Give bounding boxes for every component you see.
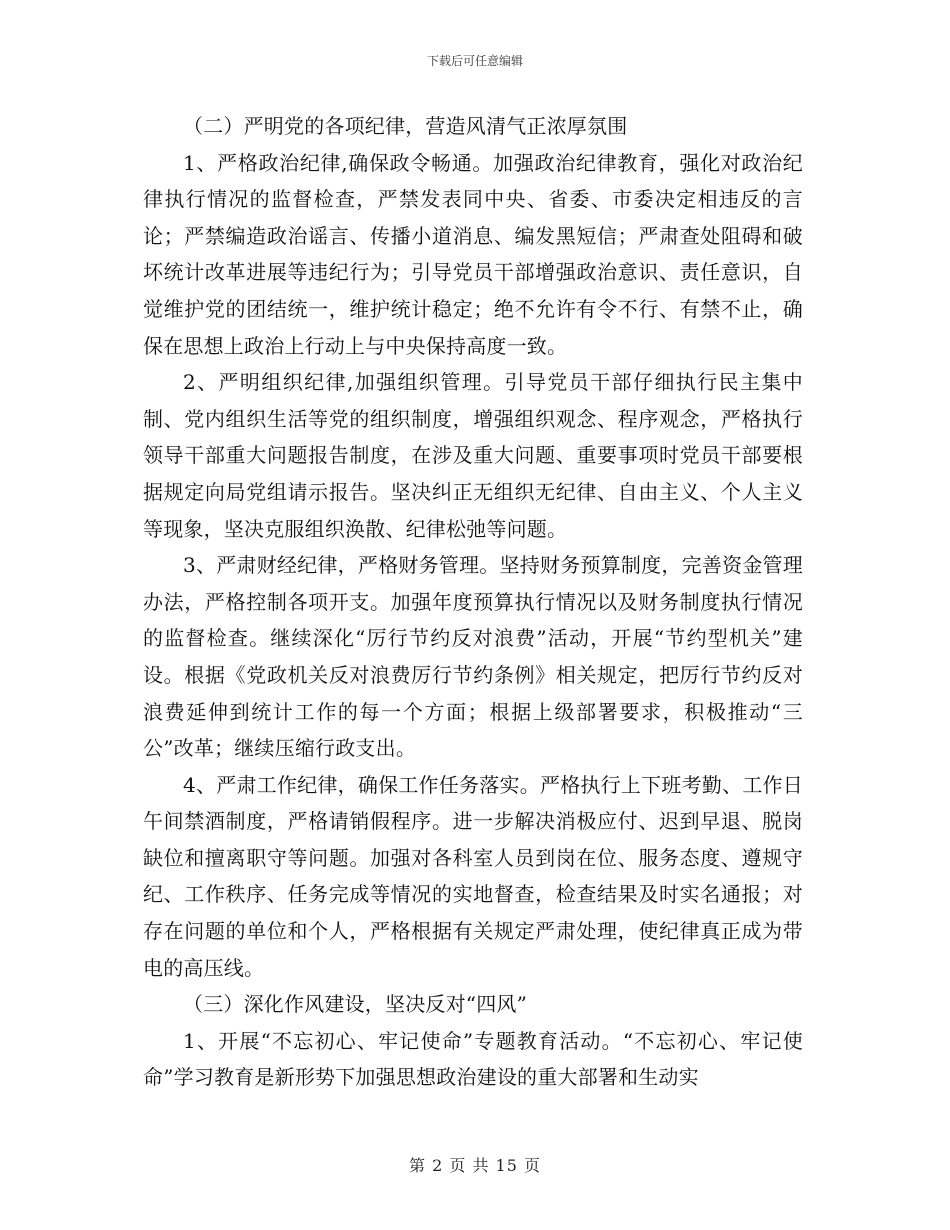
section-heading-3: （三）深化作风建设，坚决反对“四风” [183,992,528,1017]
page-number: 第 2 页 共 15 页 [409,1156,541,1175]
document-body [143,108,803,1096]
paragraph-work-discipline: 4、严肃工作纪律，确保工作任务落实。严格执行上下班考勤、工作日午间禁酒制度，严格请销假程序。进一步解决消极应付、迟到早退、脱岗缺位和擅离职守等问题。加强对各科室人员到岗在位、服务态度、遵规守纪、工作秩序、任务完成等情况的实地督查，检查结果及时实名通报；对存在问题的单位和个人，严格根据有关规定严肃处理，使纪律真正成为带电的高压线。 [143,772,803,980]
paragraph-political-discipline: 1、严格政治纪律,确保政令畅通。加强政治纪律教育，强化对政治纪律执行情况的监督检查，严禁发表同中央、省委、市委决定相违反的言论；严禁编造政治谣言、传播小道消息、编发黑短信；严肃查处阻碍和破坏统计改革进展等违纪行为；引导党员干部增强政治意识、责任意识，自觉维护党的团结统一，维护统计稳定；绝不允许有令不行、有禁不止，确保在思想上政治上行动上与中央保持高度一致。 [143,150,803,358]
paragraph-organizational-discipline: 2、严明组织纪律,加强组织管理。引导党员干部仔细执行民主集中制、党内组织生活等党的组织制度，增强组织观念、程序观念，严格执行领导干部重大问题报告制度，在涉及重大问题、重要事项时党员干部要根据规定向局党组请示报告。坚决纠正无组织无纪律、自由主义、个人主义等现象，坚决克服组织涣散、纪律松弛等问题。 [143,370,803,541]
section-heading-2: （二）严明党的各项纪律，营造风清气正浓厚氛围 [183,114,628,138]
paragraph-education-activity: 1、开展“不忘初心、牢记使命”专题教育活动。“不忘初心、牢记使命”学习教育是新形势下加强思想政治建设的重大部署和生动实 [143,1028,803,1090]
paragraph-financial-discipline: 3、严肃财经纪律，严格财务管理。坚持财务预算制度，完善资金管理办法，严格控制各项开支。加强年度预算执行情况以及财务制度执行情况的监督检查。继续深化“厉行节约反对浪费”活动，开展“节约型机关”建设。根据《党政机关反对浪费厉行节约条例》相关规定，把厉行节约反对浪费延伸到统计工作的每一个方面；根据上级部署要求，积极推动“三公”改革；继续压缩行政支出。 [143,553,803,761]
page-header: 下载后可任意编辑 [426,54,523,68]
